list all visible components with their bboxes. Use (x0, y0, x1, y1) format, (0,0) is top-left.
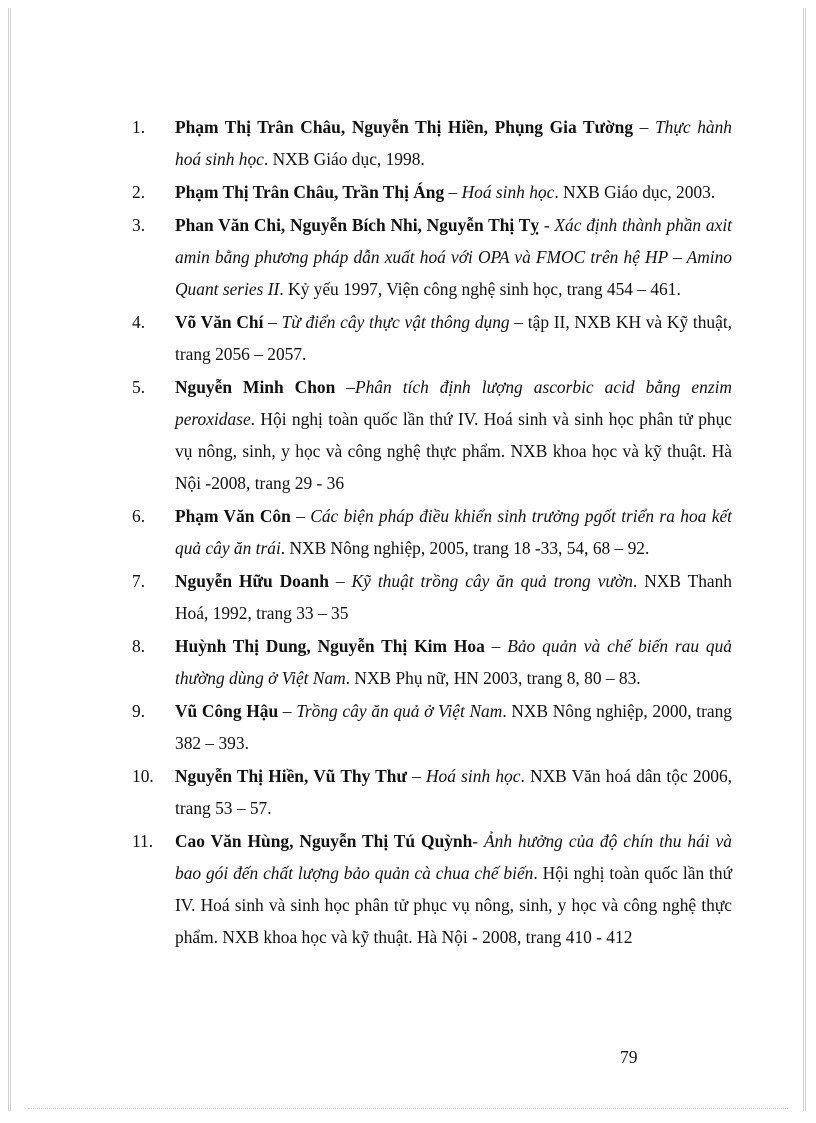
reference-author: Phạm Thị Trân Châu, Trần Thị Áng (175, 182, 445, 202)
reference-title: Xác định thành phần axit amin bằng phương pháp dẫn xuất hoá với OPA và FMOC trên hệ HP – Amino Quant series II (175, 215, 732, 299)
reference-number: 3. (132, 215, 146, 235)
reference-number: 7. (132, 571, 146, 591)
reference-title: Từ điển cây thực vật thông dụng (281, 312, 510, 332)
reference-details: . NXB Phụ nữ, HN 2003, trang 8, 80 – 83. (345, 668, 641, 688)
reference-details: . NXB Văn hoá dân tộc 2006, trang 53 – 57. (175, 766, 733, 818)
reference-number: 11. (132, 831, 154, 851)
reference-details: – tập II, NXB KH và Kỹ thuật, trang 2056 – 2057. (175, 312, 732, 364)
reference-number: 4. (132, 312, 146, 332)
reference-title: Thực hành hoá sinh học (175, 117, 732, 169)
reference-title: Hoá sinh học (461, 182, 555, 202)
reference-separator: – (484, 636, 508, 656)
reference-separator: - (539, 215, 555, 235)
reference-author: Nguyễn Thị Hiền, Vũ Thy Thư (175, 766, 407, 786)
reference-separator: – (290, 506, 311, 526)
reference-item (132, 176, 732, 208)
reference-author: Nguyễn Minh Chon (175, 377, 336, 397)
reference-author: Huỳnh Thị Dung, Nguyễn Thị Kim Hoa (175, 636, 485, 656)
reference-details: . NXB Nông nghiệp, 2005, trang 18 -33, 54, 68 – 92. (280, 538, 650, 558)
reference-separator: – (335, 377, 355, 397)
reference-number: 5. (132, 377, 146, 397)
reference-title: Các biện pháp điều khiển sinh trưởng pgốt triển ra hoa kết quả cây ăn trái (175, 506, 732, 558)
reference-item (132, 500, 732, 564)
reference-separator: – (633, 117, 655, 137)
reference-title: Trồng cây ăn quả ở Việt Nam (296, 701, 503, 721)
reference-list (132, 111, 732, 954)
reference-item (132, 565, 732, 629)
page-bottom-rule (28, 1108, 788, 1109)
reference-separator: – (263, 312, 282, 332)
reference-number: 8. (132, 636, 146, 656)
reference-author: Phạm Văn Côn (175, 506, 291, 526)
reference-author: Vũ Công Hậu (175, 701, 279, 721)
reference-item (132, 825, 732, 953)
reference-author: Phan Văn Chi, Nguyễn Bích Nhi, Nguyễn Thị Tỵ (175, 215, 540, 235)
reference-item (132, 695, 732, 759)
reference-separator: – (278, 701, 297, 721)
reference-author: Cao Văn Hùng, Nguyễn Thị Tú Quỳnh (175, 831, 473, 851)
reference-number: 9. (132, 701, 146, 721)
reference-item (132, 306, 732, 370)
reference-author: Nguyễn Hữu Doanh (175, 571, 329, 591)
reference-number: 2. (132, 182, 146, 202)
reference-details: . NXB Thanh Hoá, 1992, trang 33 – 35 (175, 571, 733, 623)
reference-details: . NXB Giáo dục, 1998. (263, 149, 425, 169)
reference-number: 10. (132, 766, 154, 786)
reference-details: . NXB Nông nghiệp, 2000, trang 382 – 393. (175, 701, 732, 753)
reference-author: Phạm Thị Trân Châu, Nguyễn Thị Hiền, Phụng Gia Tường (175, 117, 634, 137)
reference-number: 1. (132, 117, 146, 137)
reference-item (132, 111, 732, 175)
reference-title: Ảnh hưởng của độ chín thu hái và bao gói đến chất lượng bảo quản cà chua chế biến (175, 831, 732, 883)
reference-title: Hoá sinh học (426, 766, 521, 786)
reference-separator: – (328, 571, 352, 591)
reference-author: Võ Văn Chí (175, 312, 264, 332)
reference-item (132, 209, 732, 305)
reference-item (132, 760, 732, 824)
reference-item (132, 371, 732, 499)
reference-details: . Kỷ yếu 1997, Viện công nghệ sinh học, trang 454 – 461. (279, 279, 681, 299)
reference-details: . NXB Giáo dục, 2003. (554, 182, 716, 202)
reference-number: 6. (132, 506, 146, 526)
reference-separator: – (444, 182, 462, 202)
reference-separator: – (406, 766, 426, 786)
reference-details: . Hội nghị toàn quốc lần thứ IV. Hoá sinh và sinh học phân tử phục vụ nông, sinh, y học và công nghệ thực phẩm. NXB khoa học và kỹ thuật. Hà Nội -2008, trang 29 - 36 (175, 409, 732, 493)
reference-title: Bảo quản và chế biến rau quả thường dùng ở Việt Nam (175, 636, 733, 688)
reference-title: Kỹ thuật trồng cây ăn quả trong vườn (351, 571, 633, 591)
page-number: 79 (620, 1047, 638, 1067)
reference-separator: - (472, 831, 485, 851)
reference-title: Phân tích định lượng ascorbic acid bằng enzim peroxidase (175, 377, 732, 429)
reference-item (132, 630, 732, 694)
reference-details: . Hội nghị toàn quốc lần thứ IV. Hoá sinh và sinh học phân tử phục vụ nông, sinh, y học và công nghệ thực phẩm. NXB khoa học và kỹ thuật. Hà Nội - 2008, trang 410 - 412 (175, 863, 732, 947)
